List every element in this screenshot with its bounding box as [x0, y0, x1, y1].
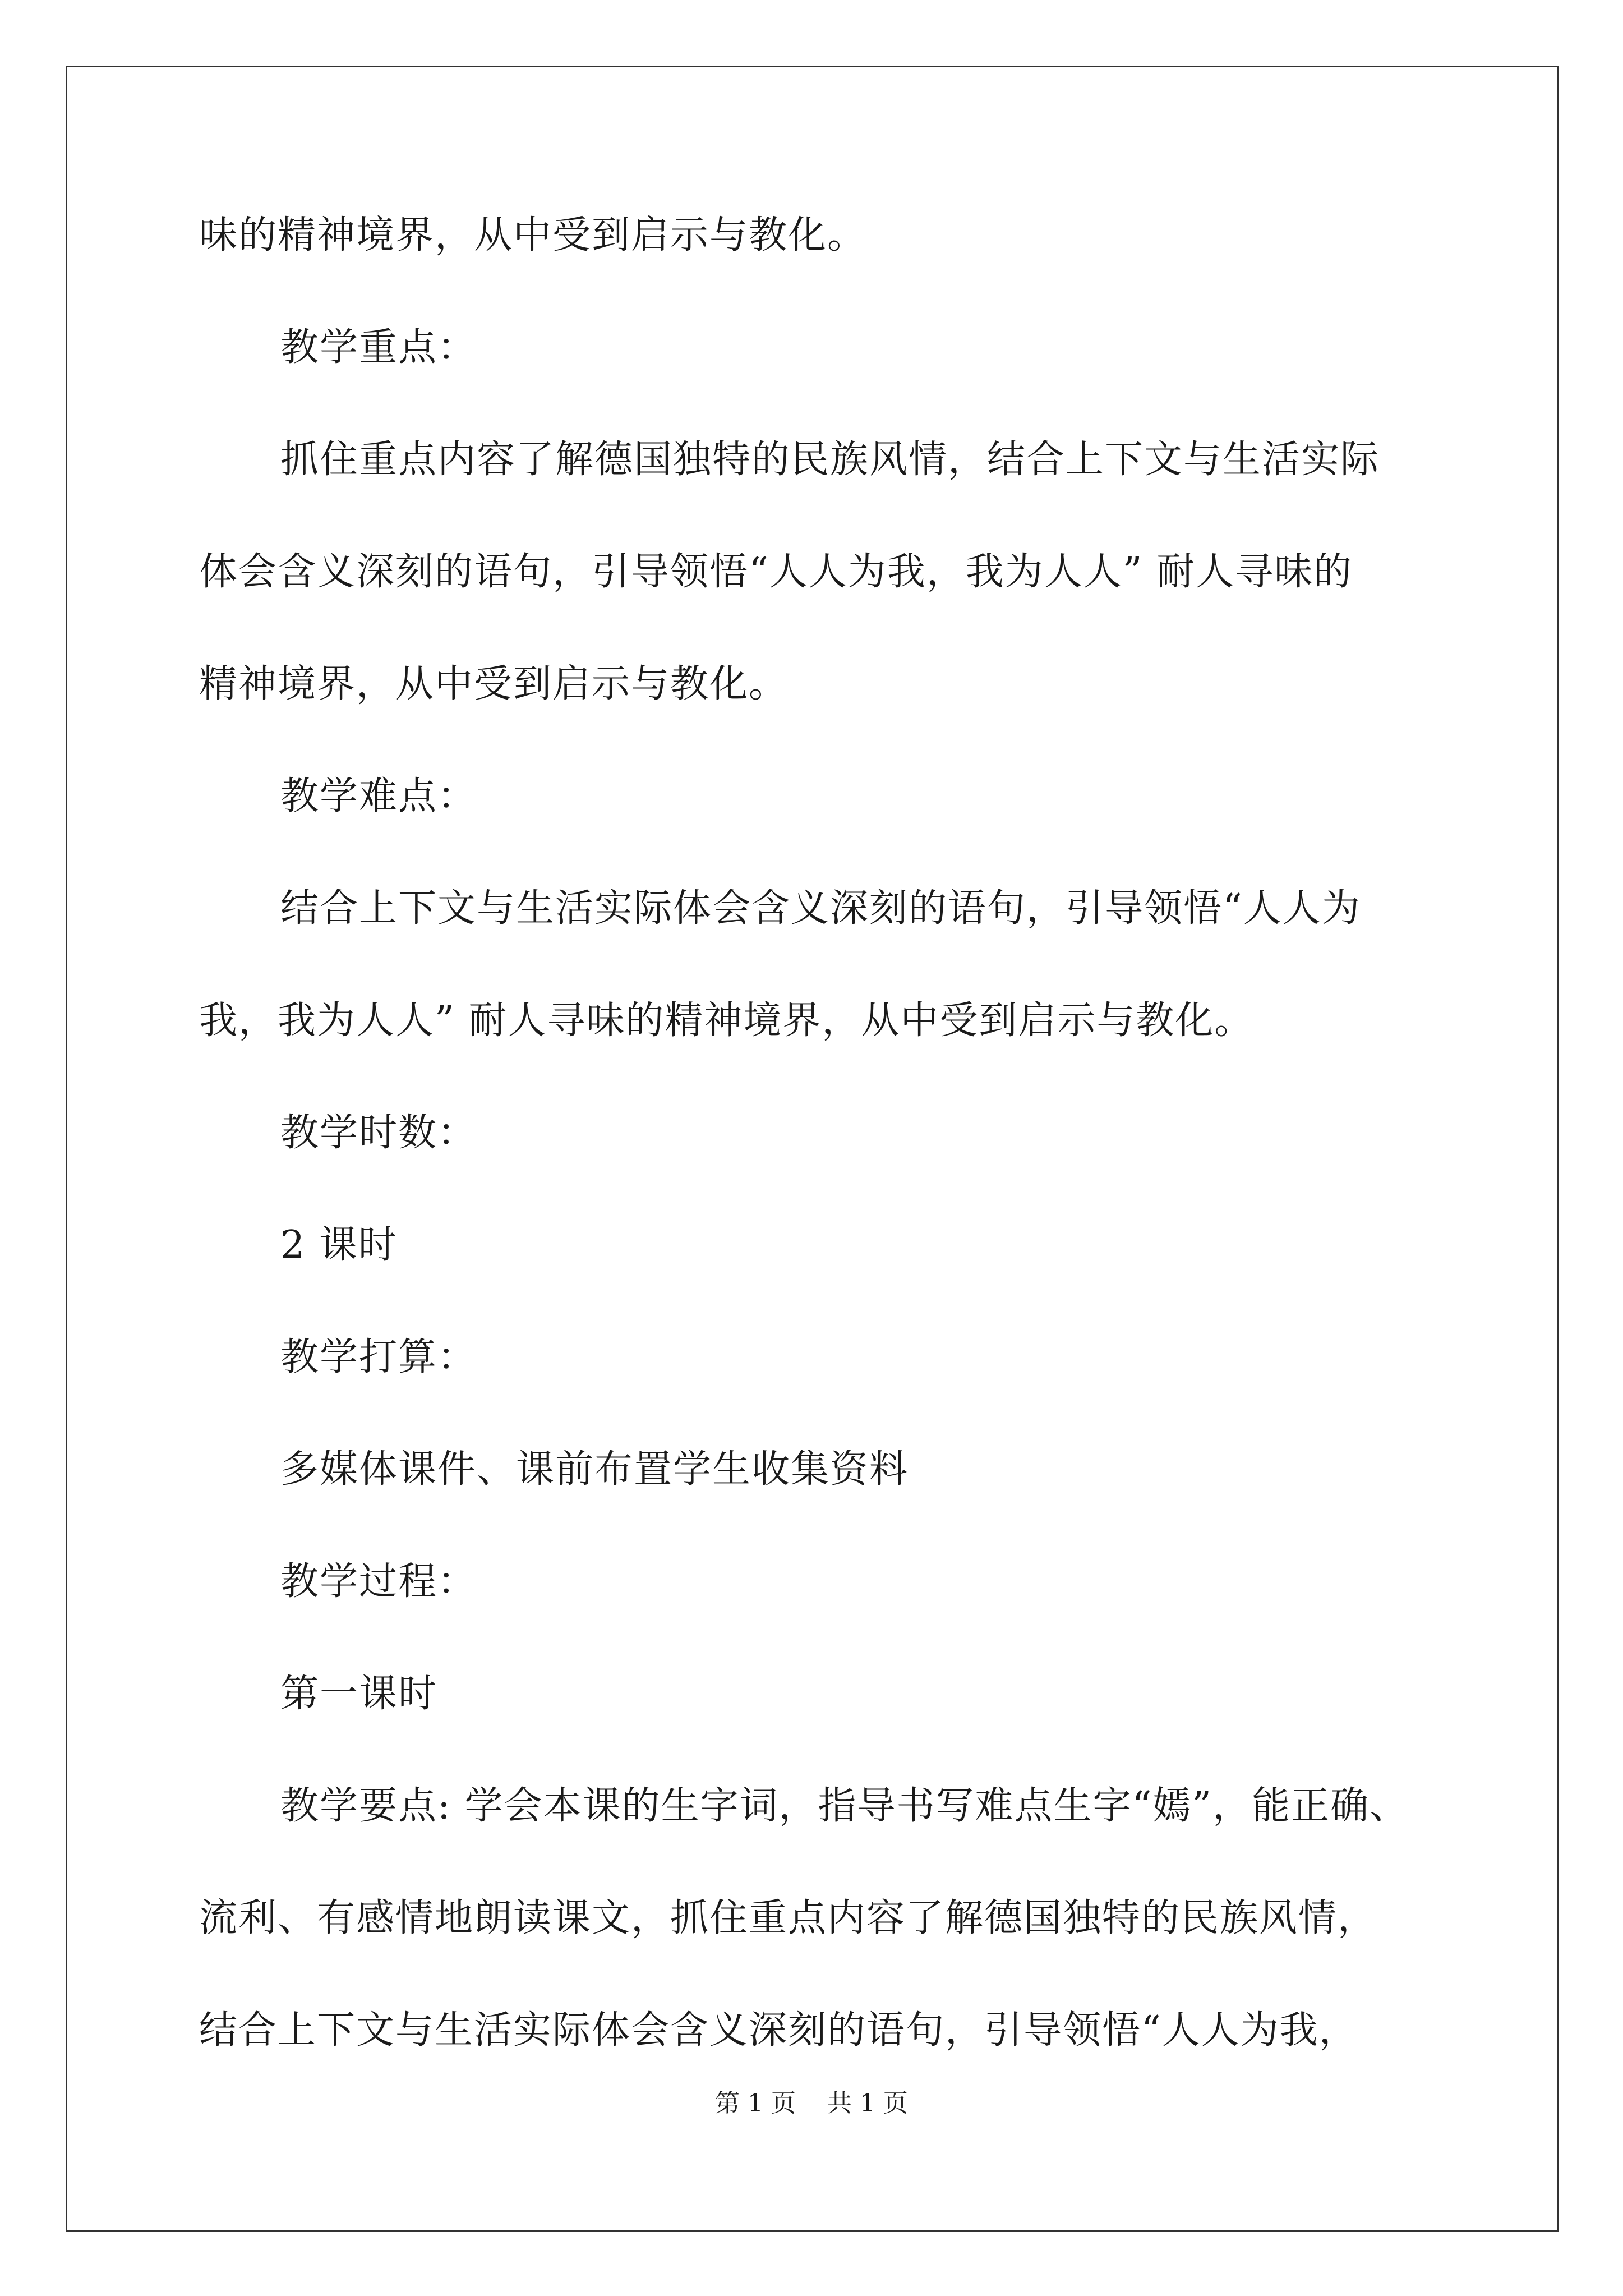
page-number-footer: 第 1 页 共 1 页 [715, 2089, 908, 2118]
heading-teaching-focus: 教学重点： [280, 325, 477, 370]
teaching-preparation-value: 多媒体课件、课前布置学生收集资料 [280, 1447, 909, 1492]
heading-first-lesson: 第一课时 [280, 1672, 438, 1716]
paragraph-difficulty-line-1: 结合上下文与生活实际体会含义深刻的语句，引导领悟“人人为 [280, 886, 1361, 931]
paragraph-key-points-line-1: 教学要点: 学会本课的生字词，指导书写难点生字“嫣”，能正确、 [280, 1784, 1409, 1828]
paragraph-key-points-line-2: 流利、有感情地朗读课文，抓住重点内容了解德国独特的民族风情， [199, 1896, 1377, 1940]
paragraph-key-points-line-3: 结合上下文与生活实际体会含义深刻的语句，引导领悟“人人为我， [199, 2008, 1358, 2053]
paragraph-difficulty-line-2: 我，我为人人” 耐人寻味的精神境界，从中受到启示与教化。 [199, 999, 1254, 1043]
paragraph-focus-line-2: 体会含义深刻的语句，引导领悟“人人为我，我为人人” 耐人寻味的 [199, 550, 1353, 594]
heading-teaching-difficulty: 教学难点： [280, 774, 477, 818]
heading-teaching-preparation: 教学打算： [280, 1335, 477, 1379]
text-line-continuation: 味的精神境界，从中受到启示与教化。 [199, 213, 867, 257]
paragraph-focus-line-1: 抓住重点内容了解德国独特的民族风情，结合上下文与生活实际 [280, 438, 1380, 482]
teaching-hours-value: 2 课时 [280, 1223, 398, 1267]
paragraph-focus-line-3: 精神境界，从中受到启示与教化。 [199, 662, 789, 706]
heading-teaching-process: 教学过程： [280, 1559, 477, 1604]
heading-teaching-hours: 教学时数： [280, 1111, 477, 1155]
